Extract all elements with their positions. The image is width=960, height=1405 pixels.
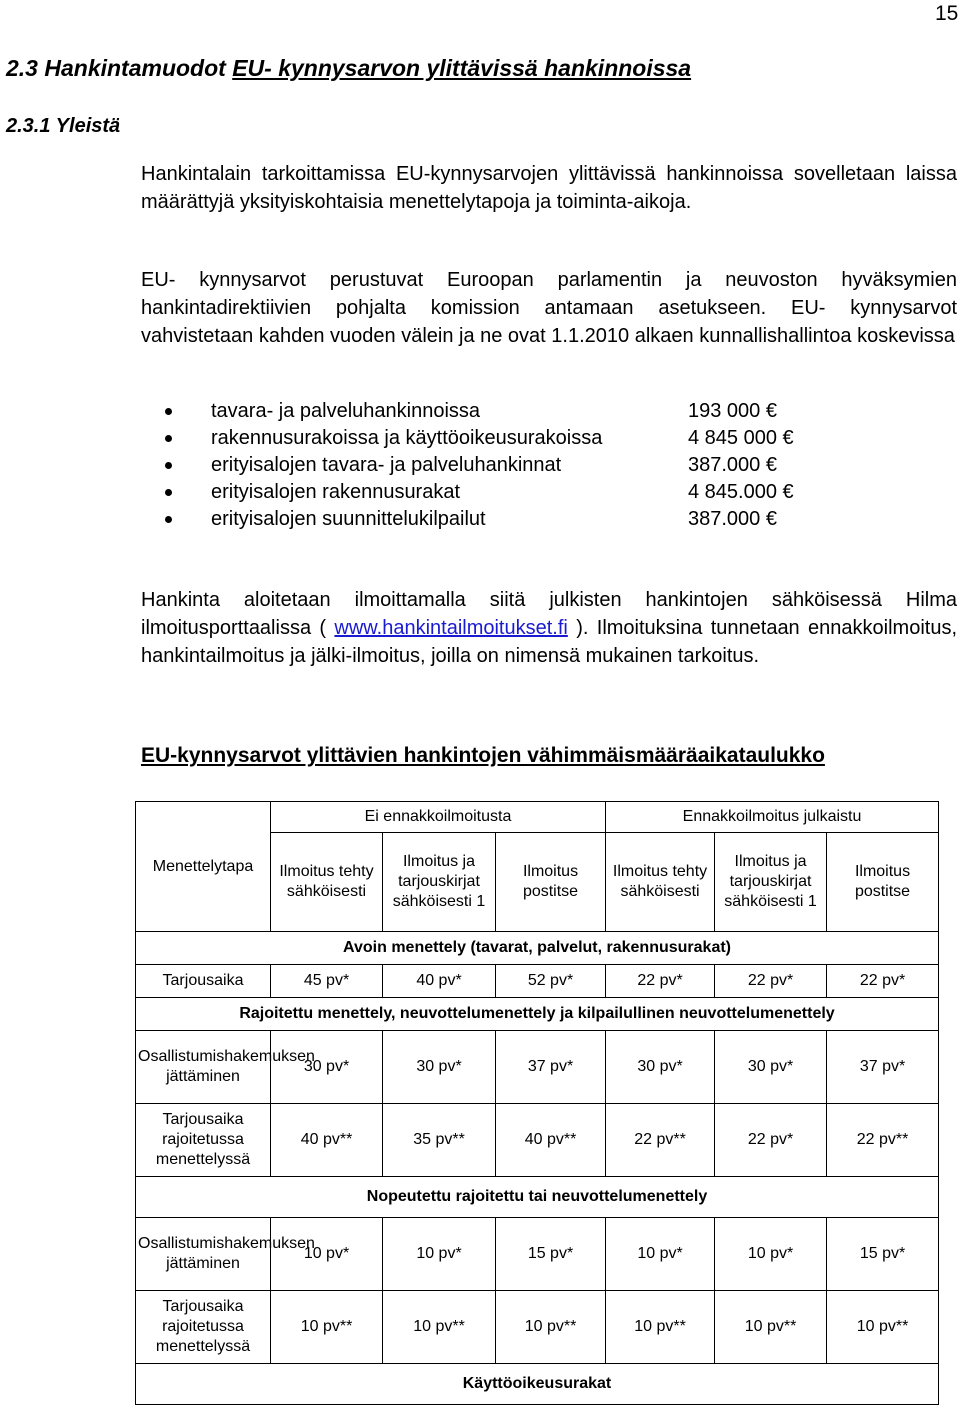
subheader-cell: Ilmoitus ja tarjouskirjat sähköisesti 1 <box>715 833 827 932</box>
table-row <box>136 1291 939 1364</box>
threshold-label: rakennusurakoissa ja käyttöoikeusurakoissa <box>211 427 603 449</box>
table-cell: 22 pv* <box>827 965 939 998</box>
bullet-icon <box>165 462 172 469</box>
threshold-label: erityisalojen suunnittelukilpailut <box>211 508 486 530</box>
table-cell: 22 pv** <box>606 1104 715 1177</box>
subsection-heading: 2.3.1 Yleistä <box>6 115 121 137</box>
procedure-column-header: Menettelytapa <box>136 802 271 932</box>
row-label: Tarjousaika <box>136 965 271 998</box>
table-cell: 10 pv* <box>606 1218 715 1291</box>
section-heading-prefix: 2.3 Hankintamuodot <box>6 55 233 81</box>
group-header-preannouncement: Ennakkoilmoitus julkaistu <box>606 802 939 833</box>
bullet-icon <box>165 408 172 415</box>
subheader-cell: Ilmoitus tehty sähköisesti <box>271 833 383 932</box>
table-cell: 30 pv* <box>715 1031 827 1104</box>
row-label: Osallistumishakemuksen jättäminen <box>136 1218 271 1291</box>
table-row <box>136 1031 939 1104</box>
table-cell: 22 pv* <box>606 965 715 998</box>
table-cell: 22 pv* <box>715 1104 827 1177</box>
row-label: Tarjousaika rajoitetussa menettelyssä <box>136 1291 271 1364</box>
section-row-concession <box>136 1364 939 1405</box>
section-title-open-procedure: Avoin menettely (tavarat, palvelut, rakennusurakat) <box>136 932 939 965</box>
section-heading <box>6 55 691 82</box>
threshold-value: 193 000 € <box>688 400 777 422</box>
section-title-restricted-procedure: Rajoitettu menettely, neuvottelumenettely ja kilpailullinen neuvottelumenettely <box>136 998 939 1031</box>
bullet-icon <box>165 435 172 442</box>
table-cell: 10 pv** <box>271 1291 383 1364</box>
table-cell: 45 pv* <box>271 965 383 998</box>
table-cell: 52 pv* <box>496 965 606 998</box>
table-cell: 10 pv** <box>606 1291 715 1364</box>
threshold-label: erityisalojen rakennusurakat <box>211 481 461 503</box>
table-cell: 10 pv** <box>715 1291 827 1364</box>
group-header-no-preannouncement: Ei ennakkoilmoitusta <box>271 802 606 833</box>
section-row-restricted-procedure <box>136 998 939 1031</box>
hilma-link[interactable]: www.hankintailmoitukset.fi <box>334 617 568 639</box>
section-title-concession: Käyttöoikeusurakat <box>136 1364 939 1405</box>
subheader-cell: Ilmoitus tehty sähköisesti <box>606 833 715 932</box>
threshold-label: tavara- ja palveluhankinnoissa <box>211 400 481 422</box>
table-cell: 10 pv* <box>383 1218 496 1291</box>
threshold-label: erityisalojen tavara- ja palveluhankinnat <box>211 454 562 476</box>
table-cell: 22 pv* <box>715 965 827 998</box>
announcement-text-end: ). Ilmoituksina tunnetaan ennakkoilmoitus, hankintailmoitus ja jälki-ilmoitus, joilla on nimensä mukainen tarkoitus. <box>141 617 957 667</box>
threshold-paragraph: EU- kynnysarvot perustuvat Euroopan parlamentin ja neuvoston hyväksymien hankintadirektiivien pohjalta komission antamaan asetukseen. EU- kynnysarvot vahvistetaan kahden vuoden välein ja ne ovat 1.1.2010 alkaen kunnallishallintoa koskevissa <box>141 269 957 347</box>
deadline-table <box>135 801 939 1405</box>
section-heading-underlined: EU- kynnysarvon ylittävissä hankinnoissa <box>232 55 692 81</box>
table-cell: 30 pv* <box>271 1031 383 1104</box>
table-row <box>136 1218 939 1291</box>
row-label: Osallistumishakemuksen jättäminen <box>136 1031 271 1104</box>
threshold-value: 387.000 € <box>688 454 777 476</box>
intro-paragraph: Hankintalain tarkoittamissa EU-kynnysarvojen ylittävissä hankinnoissa sovelletaan laissa määrättyjä yksityiskohtaisia menettelytapoja ja toiminta-aikoja. <box>141 163 957 213</box>
section-title-accelerated-procedure: Nopeutettu rajoitettu tai neuvottelumenettely <box>136 1177 939 1218</box>
subheader-cell: Ilmoitus ja tarjouskirjat sähköisesti 1 <box>383 833 496 932</box>
section-row-accelerated-procedure <box>136 1177 939 1218</box>
table-cell: 40 pv** <box>271 1104 383 1177</box>
table-cell: 37 pv* <box>827 1031 939 1104</box>
table-cell: 35 pv** <box>383 1104 496 1177</box>
section-row-open-procedure <box>136 932 939 965</box>
table-cell: 10 pv** <box>496 1291 606 1364</box>
row-label: Tarjousaika rajoitetussa menettelyssä <box>136 1104 271 1177</box>
table-row <box>136 965 939 998</box>
table-cell: 15 pv* <box>827 1218 939 1291</box>
threshold-value: 387.000 € <box>688 508 777 530</box>
table-cell: 10 pv** <box>827 1291 939 1364</box>
table-cell: 37 pv* <box>496 1031 606 1104</box>
table-cell: 10 pv** <box>383 1291 496 1364</box>
table-cell: 10 pv* <box>715 1218 827 1291</box>
announcement-paragraph <box>141 586 957 670</box>
table-cell: 40 pv* <box>383 965 496 998</box>
page-number: 15 <box>935 2 959 25</box>
subheader-cell: Ilmoitus postitse <box>496 833 606 932</box>
threshold-value: 4 845.000 € <box>688 481 794 503</box>
table-cell: 30 pv* <box>383 1031 496 1104</box>
table-row <box>136 1104 939 1177</box>
bullet-icon <box>165 489 172 496</box>
subheader-cell: Ilmoitus postitse <box>827 833 939 932</box>
table-cell: 40 pv** <box>496 1104 606 1177</box>
announcement-text-start: Hankinta aloitetaan ilmoittamalla siitä julkisten hankintojen sähköisessä Hilma ilmoitusporttaalissa ( <box>141 589 957 639</box>
table-cell: 22 pv** <box>827 1104 939 1177</box>
table-cell: 30 pv* <box>606 1031 715 1104</box>
threshold-value: 4 845 000 € <box>688 427 794 449</box>
table-cell: 10 pv* <box>271 1218 383 1291</box>
table-cell: 15 pv* <box>496 1218 606 1291</box>
table-group-header-row <box>136 802 939 833</box>
bullet-icon <box>165 516 172 523</box>
table-title: EU-kynnysarvot ylittävien hankintojen vähimmäismääräaikataulukko <box>141 744 825 767</box>
